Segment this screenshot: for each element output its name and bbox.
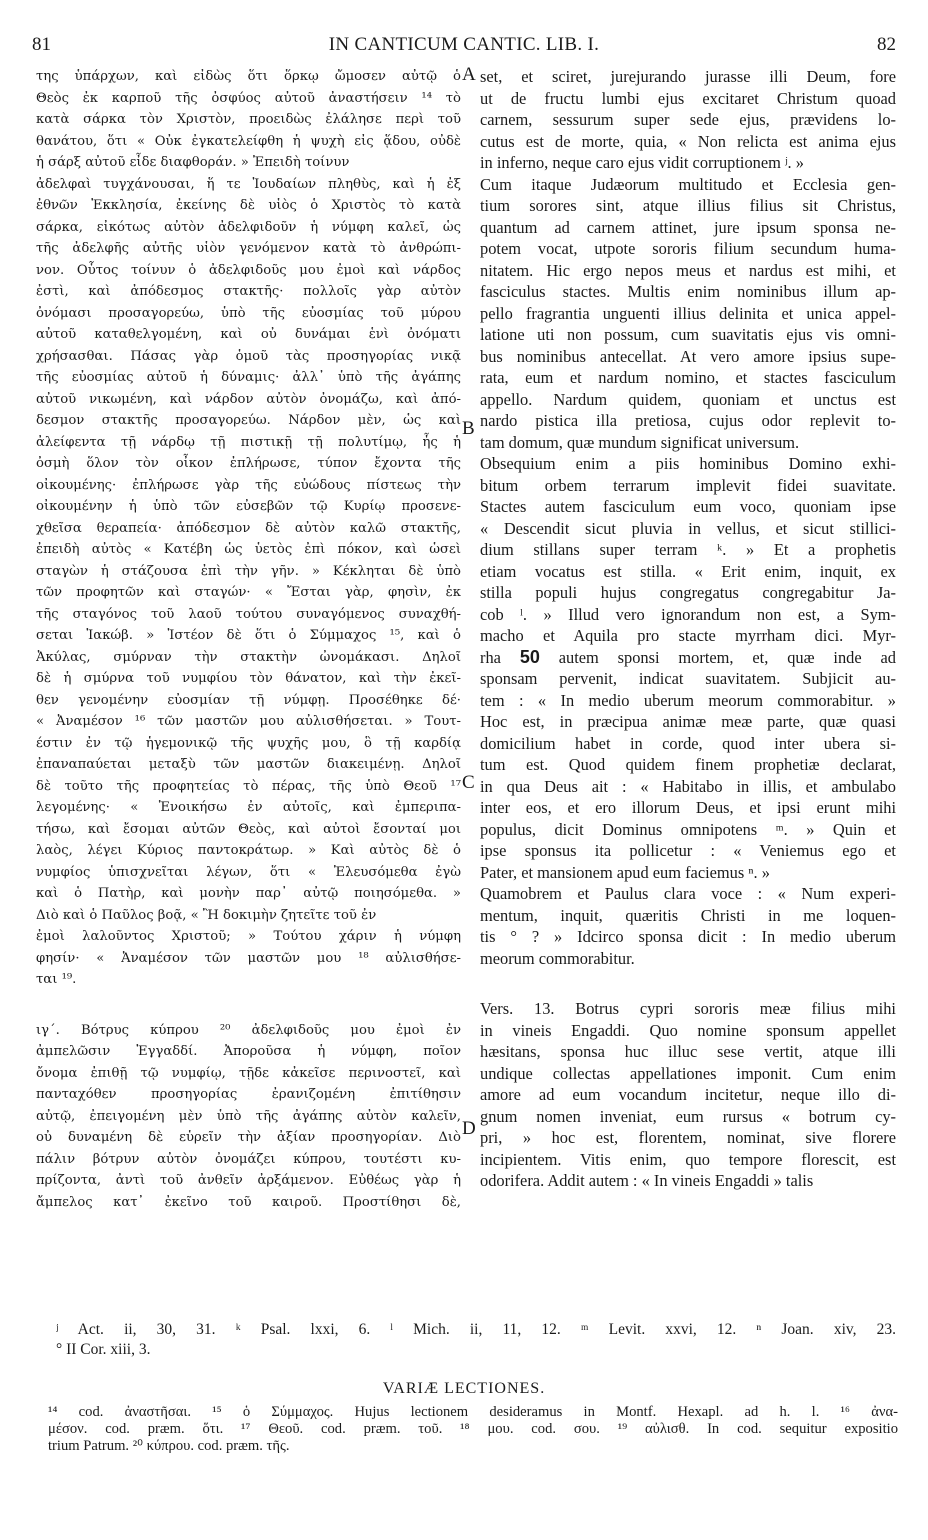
text-line: inter eos, et ero illorum Deus, et ipsi erunt mihi [480, 798, 896, 817]
text-line: κατὰ σάρκα τὸν Χριστὸν, προειδὼς ἐλάλησε περὶ τοῦ [36, 112, 461, 127]
text-line: set, et sciret, jurejurando jurasse illi Deum, fore [480, 67, 896, 86]
text-line: πρίζοντα, ἀντὶ τοῦ ἀνθεῖν ἀρξάμενον. Εὐθέως γὰρ ἡ [36, 1173, 461, 1188]
text-line: rha 50 autem sponsi mortem, et, quæ inde ad [480, 646, 896, 667]
text-line: ἐπειδὴ αὐτὸς « Κατέβη ὡς ὑετὸς ἐπὶ πόκον, καὶ ὡσεὶ [36, 542, 461, 557]
column-number-marker: 50 [519, 646, 540, 667]
text-line: ἀδελφαὶ τυγχάνουσαι, ἥ τε Ἰουδαίων πληθὺς, καὶ ἡ ἐξ [36, 176, 461, 192]
text-line: χθεῖσα θεραπεία· ἀπόδεσμον δὲ αὐτὸν καλῶ στακτῆς, [36, 520, 461, 536]
margin-letter-c: C [462, 772, 475, 793]
text-line: Ἀκύλας, σμύρναν τὴν στακτὴν ὠνομάκασι. Δηλοῖ [36, 649, 461, 665]
text-line: θανάτου, ὅτι « Οὐκ ἐγκατελείφθη ἡ ψυχὴ εἰς ᾅδου, οὐδὲ [36, 133, 461, 149]
variae-lectiones [48, 1404, 898, 1455]
text-line: populus, dicit Dominus omnipotens ᵐ. » Quin et [480, 819, 896, 839]
text-line: Θεὸς ἐκ καρποῦ τῆς ὀσφύος αὐτοῦ ἀναστήσειν ¹⁴ τὸ [36, 90, 461, 106]
text-line: λεγομένης· « Ἐνοικήσω ἐν αὐτοῖς, καὶ ἐμπεριπα- [36, 800, 461, 815]
text-line: πάλιν βότρυν αὐτὸν ὀνομάζει κύπρου, τουτέστι κυ- [36, 1151, 461, 1167]
text-line: ipse sponsus ita pollicetur : « Veniemus ego et [480, 841, 896, 860]
text-line: « Ἀναμέσον ¹⁶ τῶν μαστῶν μου αὐλισθήσεται. » Τουτ- [36, 714, 461, 729]
text-line: tam domum, quæ mundum significat universum. [480, 432, 800, 452]
text-line: in qua Deus ait : « Habitabo in illis, et ambulabo [480, 776, 896, 796]
text-line: ἐμοὶ λαλοῦντος Χριστοῦ; » Τούτου χάριν ἡ νύμφη [36, 929, 461, 944]
text-line: gnum nomen inveniat, eum rursus « botrum cy- [480, 1106, 896, 1126]
text-line: τῶν προφητῶν καὶ σταγών· « Ἔσται γὰρ, φησὶν, ἐκ [36, 585, 461, 600]
text-line: quantum ad carnem attinet, jure ipsum sponsa ne- [480, 217, 896, 237]
text-line: Vers. 13. Botrus cypri sororis meæ filius mihi [480, 999, 896, 1018]
text-line: ἐπαναπαύεται μεταξὺ τῶν μαστῶν διακειμένῃ. Δηλοῖ [36, 757, 461, 772]
text-line: latione uti non possum, cum suavitatis ejus vis omni- [480, 325, 896, 344]
text-line: δεσμον στακτῆς προσαγορεύω. Νάρδον μὲν, ὡς καὶ [36, 413, 461, 428]
text-line: ἡ σάρξ αὐτοῦ εἶδε διαφθοράν. » Ἐπειδὴ τοίνυν [36, 155, 350, 170]
text-line: odorifera. Addit autem : « In vineis Engaddi » talis [480, 1171, 814, 1190]
text-line: αὐτοῦ καταθελγομένη, καὶ οὐ δυνάμαι ἑνὶ ὀνόματι [36, 327, 461, 342]
text-line: ται ¹⁹. [36, 972, 77, 987]
text-line: τῆς ἀδελφῆς αὐτῆς υἱὸν γενόμενον κατὰ τὸ ἀνθρώπι- [36, 241, 461, 256]
text-line: οἰκουμένης· ἐπλήρωσε γὰρ τῆς εὐώδους πίστεως τὴν [36, 477, 461, 493]
latin-column [480, 66, 896, 1192]
text-line: δὲ ἡ σμύρνα τοῦ νυμφίου τὸν θάνατον, καὶ τὴν ἐκεῖ- [36, 671, 461, 686]
page-number-right: 82 [877, 34, 896, 55]
text-line: dium stillans super terram ᵏ. » Et a prophetis [480, 540, 896, 559]
text-line: Pater, et mansionem apud eum faciemus ⁿ. » [480, 862, 770, 882]
text-line: ιγ΄. Βότρυς κύπρου ²⁰ ἀδελφιδοῦς μου ἐμοὶ ἐν [36, 1022, 461, 1038]
text-line: macho et Aquila pro stacte myrrham dici. Myr- [480, 626, 896, 645]
text-line: τήσω, καὶ ἔσομαι αὐτῶν Θεὸς, καὶ αὐτοὶ ἔσονταί μοι [36, 821, 461, 837]
margin-letter-b: B [462, 418, 475, 439]
text-line: ἀλείφεντα τῇ νάρδῳ τῇ πιστικῇ τῇ πολυτίμῳ, ἧς ἡ [36, 434, 461, 450]
section-gap [36, 991, 461, 1020]
text-line: incipientem. Vitis enim, quo tempore florescit, est [480, 1149, 896, 1169]
text-line: τῆς εὐοσμίας αὐτοῦ ἡ δύναμις· ἀλλ᾽ ὑπὸ τῆς ἀγάπης [36, 370, 461, 385]
text-line: Obsequium enim a piis hominibus Domino exhi- [480, 454, 896, 473]
page-number-left: 81 [32, 34, 51, 55]
text-line: φησίν· « Ἀναμέσον τῶν μαστῶν μου ¹⁸ αὐλισθήσε- [36, 950, 461, 966]
text-line: τῆς σταγόνος τοῦ λαοῦ τούτου συναγόμενος συναχθή- [36, 606, 461, 622]
running-title: IN CANTICUM CANTIC. LIB. I. [328, 34, 600, 55]
text-line: « Descendit sicut pluvia in vellus, et sicut stillici- [480, 518, 896, 538]
text-line: hæsitans, sponsa huc illuc sese vertit, atque illi [480, 1042, 896, 1061]
note-line: ʲ Act. ii, 30, 31. ᵏ Psal. lxxi, 6. ˡ Mich. ii, 11, 12. ᵐ Levit. xxvi, 12. ⁿ Joan. xiv, 23. [56, 1321, 896, 1338]
text-line: in vineis Engaddi. Quo nomine sponsum appellet [480, 1020, 896, 1040]
text-line: nitatem. Hic ergo nepos meus et nardus est mihi, et [480, 260, 896, 280]
margin-letter-a: A [462, 64, 476, 85]
text-line: fasciculus stactes. Multis enim nominibus illum ap- [480, 282, 896, 301]
text-line: αὐτῷ, ἐπειγομένη μὲν ὑπὸ τῆς ἀγάπης αὐτὸν καλεῖν, [36, 1108, 461, 1124]
text-line: νυμφίος ὑπισχνεῖται λέγων, ὅτι « Ἐλευσόμεθα ἐγὼ [36, 864, 461, 880]
text-line: Quamobrem et Paulus clara voce : « Num experi- [480, 884, 896, 903]
text-line: ἐθνῶν Ἐκκλησία, ἐκείνης δὲ υἱὸς ὁ Χριστὸς τὸ κατὰ [36, 198, 461, 213]
text-line: της ὑπάρχων, καὶ εἰδὼς ὅτι ὅρκῳ ὤμοσεν αὐτῷ ὁ [36, 69, 461, 84]
greek-column [36, 66, 461, 1213]
text-line: θεν γενομένην εὐοσμίαν τῇ νύμφῃ. Προσέθηκε δέ· [36, 692, 461, 708]
text-line: σάρκα, εἰκότως αὐτὸν ἀδελφιδοῦν ἡ νύμφη καλεῖ, ὡς [36, 219, 461, 235]
text-line: pello fragrantia unguenti illius delinita et unica appel- [480, 303, 896, 323]
text-line: undique collectas appellationes imponit. Cum enim [480, 1063, 896, 1083]
text-line: carnem, sessurum super sede ejus, prævidens lo- [480, 110, 896, 129]
text-line: νον. Οὗτος τοίνυν ὁ ἀδελφιδοῦς μου ἐμοὶ καὶ νάρδος [36, 262, 461, 278]
note-line: ¹⁴ cod. ἀναστῆσαι. ¹⁵ ὁ Σύμμαχος. Hujus lectionem desideramus in Montf. Hexapl. ad h. l. ¹⁶ ἀνα- [48, 1404, 898, 1420]
text-line: πανταχόθεν προσηγορίας ἐρανιζομένη ἐπιτίθησιν [36, 1087, 461, 1102]
text-line: ὀσμὴ ὅλον τὸν οἶκον ἐπλήρωσε, τύπον ἔχοντα τῆς [36, 456, 461, 471]
text-line: cutus est de morte, quia, « Non relicta est anima ejus [480, 131, 896, 151]
text-line: οὐ δυναμένη δὲ εὑρεῖν τὴν ἀξίαν προσηγορίαν. Διὸ [36, 1130, 461, 1145]
text-line: ut de fructu lumbi ejus excitaret Christum quoad [480, 88, 896, 108]
text-line: sponsam pervenit, indicat suavitatem. Subjicit au- [480, 669, 896, 688]
text-line: δὲ τοῦτο τῆς προφητείας τὸ πέρας, τῆς ὑπὸ Θεοῦ ¹⁷ [36, 778, 461, 794]
note-line: ° II Cor. xiii, 3. [56, 1341, 151, 1358]
text-line: Stactes autem fasciculum eum voco, quoniam ipse [480, 497, 896, 516]
text-line: σταγὼν ἡ στάζουσα ἐπὶ τὴν γῆν. » Κέκληται δὲ ὑπὸ [36, 563, 461, 579]
text-line: χρήσασθαι. Πάσας γὰρ ὁμοῦ τὰς προσηγορίας νικᾷ [36, 348, 461, 364]
text-line: tis ° ? » Idcirco sponsa dicit : In medio uberum [480, 927, 896, 946]
text-line: etiam vocatus est stilla. « Erit enim, inquit, ex [480, 561, 896, 581]
text-line: rata, eum et nardum nomino, et stactes fasciculum [480, 368, 896, 387]
text-line: in inferno, neque caro ejus vidit corruptionem ʲ. » [480, 153, 804, 172]
text-line: Hoc est, in præcipua animæ meæ parte, quæ quasi [480, 712, 896, 731]
text-line: appello. Nardum quidem, quoniam et unctus est [480, 389, 896, 409]
text-line: meorum commorabitur. [480, 948, 635, 968]
text-line: potem vocat, utpote sororis filium secundum huma- [480, 239, 896, 258]
footnotes [56, 1320, 896, 1360]
text-line: mentum, inquit, quæritis Christi in me loquen- [480, 905, 896, 925]
text-line: bitum orbem terrarum implevit fidei suavitate. [480, 475, 896, 495]
text-line: ὀνόμασι προσαγορεύω, ὑπὸ τῆς εὐοσμίας τοῦ μύρου [36, 305, 461, 321]
text-line: καὶ ὁ Πατὴρ, καὶ μονὴν παρ᾽ αὐτῷ ποιησόμεθα. » [36, 886, 461, 901]
variae-title: VARIÆ LECTIONES. [382, 1380, 546, 1397]
text-line: cob ˡ. » Illud vero ignorandum non est, a Sym- [480, 604, 896, 624]
margin-letter-d: D [462, 1118, 476, 1139]
text-line: pri, » hoc est, florentem, nominat, sive florere [480, 1128, 896, 1147]
text-line: stilla populi hujus congregatus congregabitur Ja- [480, 583, 896, 602]
text-line: tium sorores sint, atque illius filius sit Christus, [480, 196, 896, 215]
section-gap [480, 969, 896, 998]
text-line: λαὸς, λέγει Κύριος παντοκράτωρ. » Καὶ αὐτὸς δὲ ὁ [36, 843, 461, 858]
note-line: trium Patrum. ²⁰ κύπρου. cod. præm. τῆς. [48, 1438, 290, 1454]
text-line: nardo pistica illa pretiosa, cujus odor replevit to- [480, 411, 896, 430]
text-line: σεται Ἰακώβ. » Ἰστέον δὲ ὅτι ὁ Σύμμαχος ¹⁵, καὶ ὁ [36, 628, 461, 643]
text-line: ἄμπελος κατ᾽ ἐκεῖνο τοῦ καιροῦ. Προστίθησι δὲ, [36, 1194, 461, 1210]
text-line: ὄνομα ἐπιθῇ τῷ νυμφίῳ, τῇδε κἀκεῖσε περινοστεῖ, καὶ [36, 1065, 461, 1081]
text-line: tum est. Quod quidem finem prophetiæ declarat, [480, 755, 896, 774]
text-line: tem : « In medio uberum meorum commorabitur. » [480, 690, 896, 710]
text-line: bus nominibus antecellat. At vero amore ipsius supe- [480, 346, 896, 366]
text-line: οἰκουμένην ἡ ὑπὸ τῶν εὐσεβῶν τῷ Κυρίῳ προσενε- [36, 499, 461, 514]
text-line: domicilium habet in corde, quod inter ubera si- [480, 733, 896, 753]
text-line: αὐτοῦ νικωμένη, καὶ νάρδον αὐτὸν ὀνομάζω, καὶ ἀπό- [36, 391, 461, 407]
text-line: amore ad eum vocandum incitetur, neque illo di- [480, 1085, 896, 1104]
text-line: Cum itaque Judæorum multitudo et Ecclesia gen- [480, 174, 896, 194]
text-line: έστιν ἐν τῷ ἡγεμονικῷ τῆς ψυχῆς μου, ὃ τῇ καρδίᾳ [36, 735, 461, 751]
page-header [32, 34, 896, 60]
text-line: ἐστὶ, καὶ ἀπόδεσμος στακτῆς· πολλοῖς γὰρ αὐτὸν [36, 284, 461, 299]
note-line: μέσον. cod. præm. ὅτι. ¹⁷ Θεοῦ. cod. præm. τοῦ. ¹⁸ μου. cod. σου. ¹⁹ αὐλισθ. In cod. sequitur expositio [48, 1421, 898, 1437]
text-line: ἀμπελῶσιν Ἐγγαδδί. Ἀποροῦσα ἡ νύμφη, ποῖον [36, 1044, 461, 1059]
text-line: Διὸ καὶ ὁ Παῦλος βοᾷ, « Ἢ δοκιμὴν ζητεῖτε τοῦ ἐν [36, 907, 377, 923]
